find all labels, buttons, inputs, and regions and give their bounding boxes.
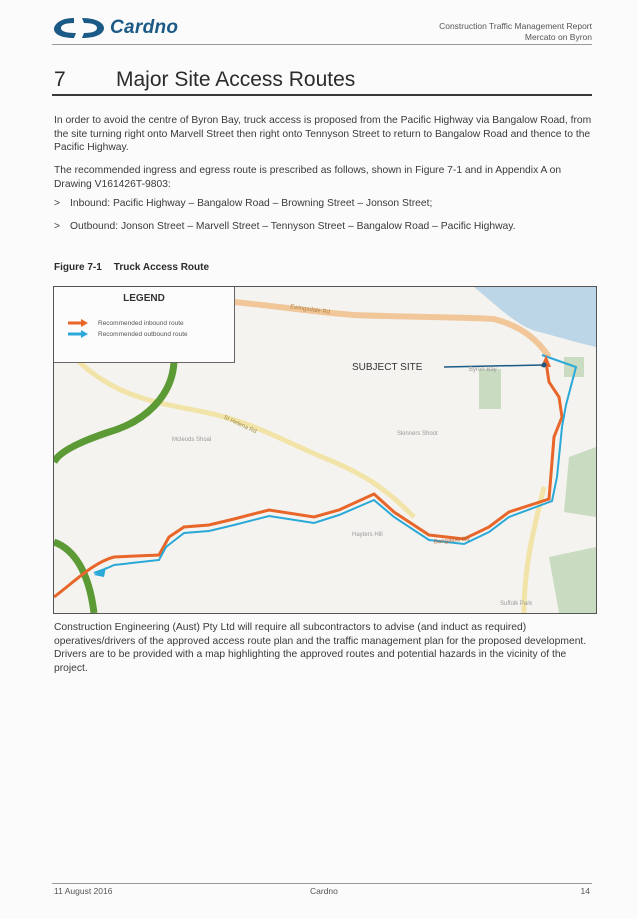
bullet-mark: > <box>54 198 61 209</box>
st-helena-road <box>74 357 414 517</box>
bullet-text: Inbound: Pacific Highway – Bangalow Road – Browning Street – Jonson Street; <box>70 198 433 209</box>
legend-title: LEGEND <box>123 293 165 304</box>
map-legend <box>54 287 235 363</box>
intro-paragraph: In order to avoid the centre of Byron Bay, truck access is proposed from the Pacific Highway via Bangalow Road, from the site turning right onto Marvell Street then right onto Tennyson Street to return to Bangalow Road and thence to the Pacific Highway. <box>54 115 592 154</box>
park-area <box>479 369 501 409</box>
bullet-inbound <box>54 197 594 211</box>
footer-divider <box>52 883 592 884</box>
section-heading <box>54 68 355 92</box>
footer-date: 11 August 2016 <box>54 886 113 896</box>
legend-item-inbound <box>68 319 184 327</box>
pacific-highway <box>54 542 94 613</box>
cardno-logo-icon <box>52 14 108 42</box>
map-label-ewingsdale: Ewingsdale Rd <box>289 304 331 316</box>
figure-title: Truck Access Route <box>113 262 210 273</box>
subject-site-marker <box>542 363 547 368</box>
report-title: Construction Traffic Management Report <box>439 21 592 31</box>
header-divider <box>52 44 592 45</box>
bullet-text: Outbound: Jonson Street – Marvell Street – Tennyson Street – Bangalow Road – Pacific Highway. <box>70 221 516 232</box>
report-header <box>439 21 592 43</box>
map-label-suffolk: Suffolk Park <box>500 601 533 607</box>
closing-paragraph: Construction Engineering (Aust) Pty Ltd will require all subcontractors to advise (and induct as required) operatives/drivers of the approved access route plan and the traffic management plan for the proposed development. Drivers are to be provided with a map highlighting the approved routes and potential hazards in the vicinity of the project. <box>54 622 587 674</box>
inbound-arrow-icon <box>68 319 88 327</box>
section-number: 7 <box>54 68 66 91</box>
legend-label: Recommended outbound route <box>98 330 188 338</box>
park-area <box>549 547 596 613</box>
map-label-mcleods: Mcleods Shoal <box>172 437 212 443</box>
subject-site-label: SUBJECT SITE <box>352 362 423 373</box>
footer-company: Cardno <box>310 886 338 896</box>
report-subtitle: Mercato on Byron <box>524 32 592 42</box>
section-title-rule <box>52 94 592 96</box>
map-label-bangalow: Bangalow Rd <box>433 536 470 546</box>
recommended-route-paragraph: The recommended ingress and egress route is prescribed as follows, shown in Figure 7-1 and in Appendix A on Drawing V161426T-9803: <box>54 165 562 190</box>
map-label-st-helena: St Helena Rd <box>222 414 258 436</box>
bullet-outbound <box>54 220 594 234</box>
legend-item-outbound <box>68 330 188 338</box>
map-label-hayters: Hayters Hill <box>352 532 383 538</box>
truck-access-route-map <box>53 286 597 614</box>
logo-text: Cardno <box>110 17 179 38</box>
park-area <box>564 447 596 517</box>
outbound-arrow-icon <box>68 330 88 338</box>
footer-page-number: 14 <box>580 886 590 896</box>
map-label-skinners: Skinners Shoot <box>397 431 438 437</box>
bullet-mark: > <box>54 221 61 232</box>
figure-caption <box>54 262 209 273</box>
pacific-highway <box>54 362 174 462</box>
map-label-byron-bay: Byron Bay <box>469 367 497 373</box>
figure-label: Figure 7-1 <box>54 262 102 273</box>
legend-label: Recommended inbound route <box>98 319 184 327</box>
section-title: Major Site Access Routes <box>116 68 356 91</box>
cardno-logo <box>52 14 202 42</box>
